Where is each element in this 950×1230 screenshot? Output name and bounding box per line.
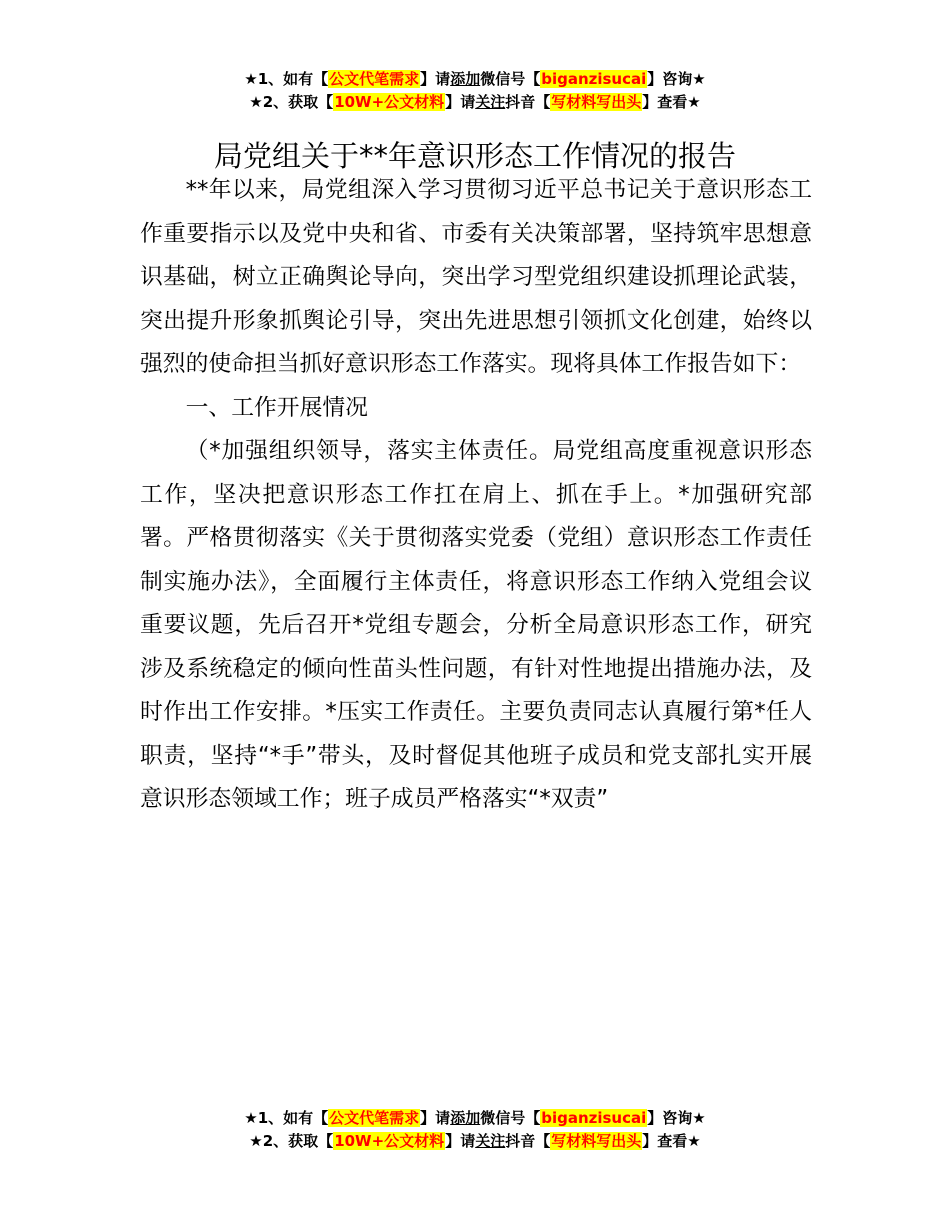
banner-text: 微信号【: [480, 70, 541, 88]
banner-text: 】请: [420, 1109, 451, 1127]
top-banner-line-2: [0, 91, 950, 114]
section-heading: 一、工作开展情况: [185, 394, 368, 421]
banner-text: 抖音【: [505, 93, 551, 111]
bottom-banner-line-2: [0, 1130, 950, 1153]
banner-underlined-text: 关注: [475, 1132, 506, 1150]
banner-highlight: 公文代笔需求: [329, 70, 420, 88]
banner-highlight: 公文代笔需求: [329, 1109, 420, 1127]
banner-highlight: 写材料写出头: [551, 1132, 642, 1150]
banner-underlined-text: 添加: [450, 1109, 481, 1127]
banner-highlight: 10W+公文材料: [334, 93, 445, 111]
bottom-banner-line-1: [0, 1107, 950, 1130]
banner-text: 】查看★: [642, 1132, 701, 1150]
banner-text: 】咨询★: [647, 70, 706, 88]
banner-underlined-text: 关注: [475, 93, 506, 111]
banner-text: 】请: [445, 1132, 476, 1150]
banner-highlight: 10W+公文材料: [334, 1132, 445, 1150]
banner-text: ★1、如有【: [244, 70, 329, 88]
banner-text: 微信号【: [480, 1109, 541, 1127]
banner-text: 】请: [445, 93, 476, 111]
body-paragraph: （*加强组织领导，落实主体责任。局党组高度重视意识形态工作，坚决把意识形态工作扛在肩上、抓在手上。*加强研究部署。严格贯彻落实《关于贯彻落实党委（党组）意识形态工作责任制实施办法》，全面履行主体责任，将意识形态工作纳入党组会议重要议题，先后召开*党组专题会，分析全局意识形态工作，研究涉及系统稳定的倾向性苗头性问题，有针对性地提出措施办法，及时作出工作安排。*压实工作责任。主要负责同志认真履行第*任人职责，坚持“*手”带头，及时督促其他班子成员和党支部扎实开展意识形态领域工作；班子成员严格落实“*双责”: [140, 438, 812, 812]
document-title: 局党组关于**年意识形态工作情况的报告: [213, 139, 736, 174]
banner-text: ★2、获取【: [249, 93, 334, 111]
banner-text: 】咨询★: [647, 1109, 706, 1127]
banner-underlined-text: 添加: [450, 70, 481, 88]
intro-paragraph: **年以来，局党组深入学习贯彻习近平总书记关于意识形态工作重要指示以及党中央和省、市委有关决策部署，坚持筑牢思想意识基础，树立正确舆论导向，突出学习型党组织建设抓理论武装，突出提升形象抓舆论引导，突出先进思想引领抓文化创建，始终以强烈的使命担当抓好意识形态工作落实。现将具体工作报告如下：: [140, 177, 812, 377]
top-banner: [0, 68, 950, 114]
banner-text: 】查看★: [642, 93, 701, 111]
banner-text: ★1、如有【: [244, 1109, 329, 1127]
banner-text: ★2、获取【: [249, 1132, 334, 1150]
banner-highlight: biganzisucai: [541, 1109, 647, 1127]
bottom-banner: [0, 1107, 950, 1153]
top-banner-line-1: [0, 68, 950, 91]
banner-highlight: 写材料写出头: [551, 93, 642, 111]
banner-text: 】请: [420, 70, 451, 88]
banner-highlight: biganzisucai: [541, 70, 647, 88]
document-body: [140, 169, 812, 822]
banner-text: 抖音【: [505, 1132, 551, 1150]
